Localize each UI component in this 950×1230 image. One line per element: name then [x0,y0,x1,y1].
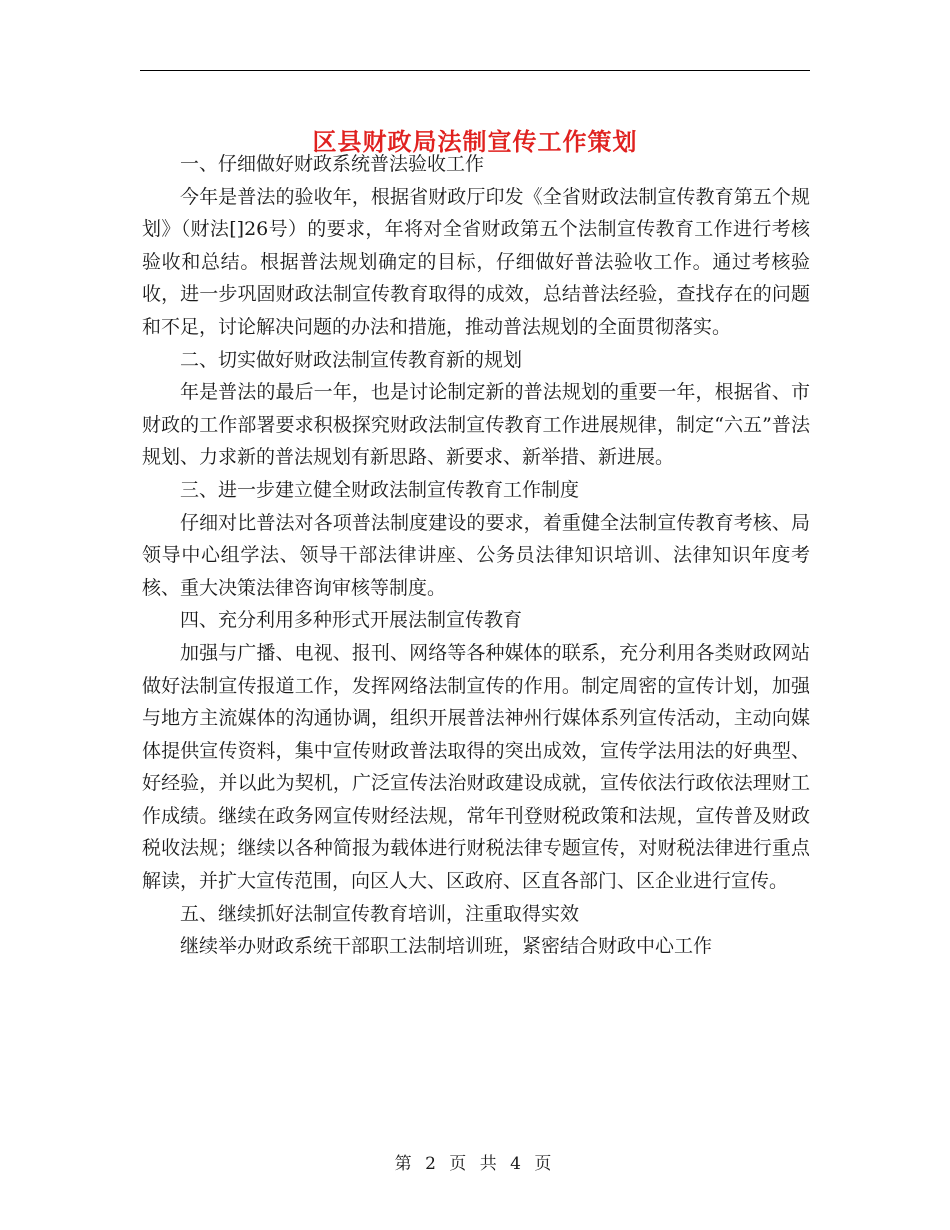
document-body [142,148,810,963]
header-rule [140,70,810,71]
section-heading: 四、充分利用多种形式开展法制宣传教育 [180,609,523,632]
section-heading: 五、继续抓好法制宣传教育培训，注重取得实效 [180,902,580,925]
section-heading: 二、切实做好财政法制宣传教育新的规划 [180,348,523,371]
section-paragraph: 今年是普法的验收年，根据省财政厅印发《全省财政法制宣传教育第五个规划》（财法[]26号）的要求，年将对全省财政第五个法制宣传教育工作进行考核验收和总结。根据普法规划确定的目标，仔细做好普法验收工作。通过考核验收，进一步巩固财政法制宣传教育取得的成效，总结普法经验，查找存在的问题和不足，讨论解决问题的办法和措施，推动普法规划的全面贯彻落实。 [142,185,810,338]
page-number: 第 2 页 共 4 页 [394,1154,556,1174]
section-paragraph: 仔细对比普法对各项普法制度建设的要求，着重健全法制宣传教育考核、局领导中心组学法、领导干部法律讲座、公务员法律知识培训、法律知识年度考核、重大决策法律咨询审核等制度。 [142,511,810,599]
document-title: 区县财政局法制宣传工作策划 [312,128,638,157]
section-paragraph: 年是普法的最后一年，也是讨论制定新的普法规划的重要一年，根据省、市财政的工作部署要求积极探究财政法制宣传教育工作进展规律，制定“六五”普法规划、力求新的普法规划有新思路、新要求、新举措、新进展。 [142,381,810,469]
section-heading: 三、进一步建立健全财政法制宣传教育工作制度 [180,478,580,501]
section-paragraph: 加强与广播、电视、报刊、网络等各种媒体的联系，充分利用各类财政网站做好法制宣传报道工作，发挥网络法制宣传的作用。制定周密的宣传计划，加强与地方主流媒体的沟通协调，组织开展普法神州行媒体系列宣传活动，主动向媒体提供宣传资料，集中宣传财政普法取得的突出成效，宣传学法用法的好典型、好经验，并以此为契机，广泛宣传法治财政建设成就，宣传依法行政依法理财工作成绩。继续在政务网宣传财经法规，常年刊登财税政策和法规，宣传普及财政税收法规；继续以各种简报为载体进行财税法律专题宣传，对财税法律进行重点解读，并扩大宣传范围，向区人大、区政府、区直各部门、区企业进行宣传。 [142,641,810,893]
section-heading: 一、仔细做好财政系统普法验收工作 [180,153,485,175]
section-paragraph: 继续举办财政系统干部职工法制培训班，紧密结合财政中心工作 [180,935,713,958]
